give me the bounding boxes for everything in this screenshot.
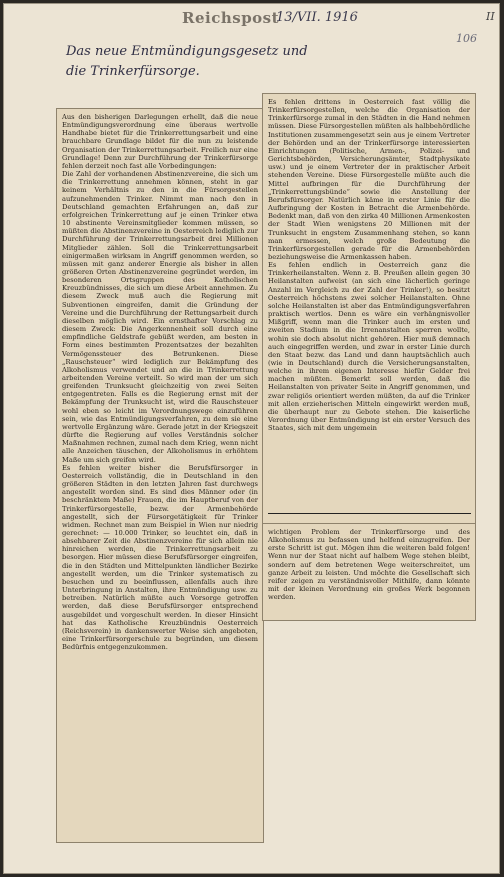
folio-number: 106 bbox=[456, 32, 477, 45]
left-column-text: Aus den bisherigen Darlegungen erhellt, daß die neue Entmündigungsverordnung eine überaus wertvolle Handhabe bietet für die Trinkerrettungsarbeit und eine brauchbare Grundlage bildet für die nun zu leistende Organisation der Trinkerrettungsarbeit. Freilich nur eine Grundlage! Denn zur Durchführung der Trinkerfürsorge fehlen derzeit noch fast alle Vorbedingungen: Die Zahl der vorhandenen Abstinenzvereine, die sich um die Trinkerrettung annehmen können, steht in gar keinem Verhältnis zu den in die Fürsorgestellen aufzunehmenden Trinker. Nimmt man nach den in Deutschland gemachten Erfahrungen an, daß zur erfolgreichen Trinkerrettung auf je einen Trinker etwa 10 abstinente Vereinsmitglieder kommen müssen, so müßten die Abstinenzvereine in Oesterreich lediglich zur Durchführung der Trinkerrettungsarbeit drei Millionen Mitglieder zählen. Soll die Trinkerrettungsarbeit einigermaßen wirksam in Angriff genommen werden, so müssen mit ganz anderer Energie als bisher in allen größeren Orten Abstinenzvereine gegründet werden, im besonderen Ortsgruppen des Katholischen Kreuzbündnisses, die sich um diese Arbeit annehmen. Zu diesem Zweck muß auch die Regierung mit Subventionen eingreifen, damit die Gründung der Vereine und die Durchführung der Rettungsarbeit durch dieselben möglich wird. Ein ernsthafter Vorschlag zu diesem Zweck: Die Angerkennenheit soll durch eine empfindliche Geldstrafe gebüßt werden, am besten in Form eines bestimmten Prozentsatzes der bezahlten Vermögenssteuer des Betrunkenen. Diese „Rauschsteuer“ wird lediglich zur Bekämpfung des Alkoholismus verwendet und an die in Trinkerrettung arbeitenden Vereine verteilt. So wird man der um sich greifenden Trunksucht gleichzeitig von zwei Seiten entgegentreten. Falls es die Regierung ernst mit der Bekämpfung der Trunksucht ist, wird die Rauschsteuer wohl eben so leicht im Verordnungswege einzuführen sein, wie das Entmündigungsverfahren, zu dem sie eine wertvolle Ergänzung wäre. Gerade jetzt in der Kriegszeit dürfte die Regierung auf volles Verständnis solcher Maßnahmen rechnen, zumal nach dem Krieg, wenn nicht alle Anzeichen täuschen, der Alkoholismus in erhöhtem Maße um sich greifen wird. Es fehlen weiter bisher die Berufsfürsorger in Oesterreich vollständig, die in Deutschland in den größeren Städten in den letzten Jahren fast durchwegs angestellt worden sind. Es sind dies Männer oder (in beschränktem Maße) Frauen, die im Hauptberuf von der Trinkerfürsorgestelle, bezw. der Armenbehörde angestellt, sich der Fürsorgetätigkeit für Trinker widmen. Rechnet man zum Beispiel in Wien nur niedrig gerechnet: — 10.000 Trinker, so leuchtet ein, daß in absehbarer Zeit die Abstinenzvereine für sich allein nie hinreichen werden, die Trinkerrettungsarbeit zu besorgen. Hier müssen diese Berufsfürsorger eingreifen, die in den Städten und Mittelpunkten ländlicher Bezirke angestellt werden, um die Trinker systematisch zu besuchen und zu beeinflussen, allenfalls auch ihre Unterbringung in Anstalten, ihre Entmündigung usw. zu betreiben. Natürlich müßte auch Vorsorge getroffen werden, daß diese Berufsfürsorger entsprechend ausgebildet und vorgeschult werden. In dieser Hinsicht hat das Katholische Kreuzbündnis Oesterreich (Reichsverein) in dankenswerter Weise sich angeboten, eine Trinkerfürsorgerschule zu begründen, um diesem Bedürfnis entgegenzukommen. bbox=[62, 113, 258, 652]
strikethrough-line bbox=[268, 513, 471, 514]
handwritten-date: 13/VII. 1916 bbox=[276, 10, 358, 25]
page-roman-numeral: II bbox=[486, 10, 495, 23]
archive-page bbox=[3, 3, 500, 874]
clipping-left-column bbox=[56, 108, 264, 843]
right-column-bottom-text: wichtigen Problem der Trinkerfürsorge und des Alkoholismus zu befassen und helfend einzugreifen. Der erste Schritt ist gut. Mögen ihm die weiteren bald folgen! Wenn nur der Staat nicht auf halbem Wege stehen bleibt, sondern auf dem betretenen Wege weiterschreitet, um ganze Arbeit zu leisten. Und möchte die Gesellschaft sich reifer zeigen zu verständnisvoller Mithilfe, dann könnte mit der kleinen Verordnung ein großes Werk begonnen werden. bbox=[268, 528, 470, 602]
handwritten-title-line-2: die Trinkerfürsorge. bbox=[66, 64, 200, 79]
handwritten-title-line-1: Das neue Entmündigungsgesetz und bbox=[66, 44, 308, 59]
clipping-right-column-bottom bbox=[262, 523, 476, 621]
clipping-right-column-top bbox=[262, 93, 476, 524]
right-column-top-text: Es fehlen drittens in Oesterreich fast völlig die Trinkerfürsorgestellen, welche die Organisation der Trinkerfürsorge zumal in den Städten in die Hand nehmen müssen. Diese Fürsorgestellen müßten als halbbehördliche Institutionen zusammengesetzt sein aus je einem Vertreter der Behörden und an der Trinkerfürsorge interessierten Einrichtungen (Politische, Armen-, Polizei- und Gerichtsbehörden, Versicherungsämter, Stadtphysikate usw.) und je einem Vertreter der in praktischer Arbeit stehenden Vereine. Diese Fürsorgestelle müßte auch die Mittel aufbringen für die Durchführung der „Trinkerrettungsbünde“ sowie die Anstellung der Berufsfürsorger. Natürlich käme in erster Linie für die Aufbringung der Kosten in Betracht die Armenbehörde. Bedenkt man, daß von den zirka 40 Millionen Armenkosten der Stadt Wien wenigstens 20 Millionen mit der Trunksucht in engstem Zusammenhang stehen, so kann man ermessen, welch große Bedeutung die Trinkerfürsorgestellen gerade für die Armenbehörden beziehungsweise die Armenkassen haben. Es fehlen endlich in Oesterreich ganz die Trinkerheilanstalten. Wenn z. B. Preußen allein gegen 30 Heilanstalten aufweist (an sich eine lächerlich geringe Anzahl im Vergleich zu der Zahl der Trinker!), so besitzt Oesterreich höchstens zwei solcher Heilanstalten. Ohne solche Heilanstalten ist aber das Entmündigungsverfahren praktisch wertlos. Denn es wäre ein verhängnisvoller Mißgriff, wenn man die Trinker auch im ersten und zweiten Stadium in die Irrenanstalten sperren wollte, wohin sie doch absolut nicht gehören. Hier muß demnach auch eingegriffen werden, und zwar in erster Linie durch den Staat bezw. das Land und dann hauptsächlich auch (wie in Deutschland) durch die Versicherungsanstalten, welche in ihrem eigenen Interesse hiefür Gelder frei machen müßten. Bemerkt soll werden, daß die Heilanstalten von privater Seite in Angriff genommen, und zwar religiös orientiert werden müßten, da auf die Trinker mit allen erzieherischen Mitteln eingewirkt werden muß, die überhaupt nur zu Gebote stehen. Die kaiserliche Verordnung über Entmündigung ist ein erster Versuch des Staates, sich mit dem ungemein bbox=[268, 98, 470, 433]
newspaper-masthead: Reichspost bbox=[182, 9, 280, 27]
